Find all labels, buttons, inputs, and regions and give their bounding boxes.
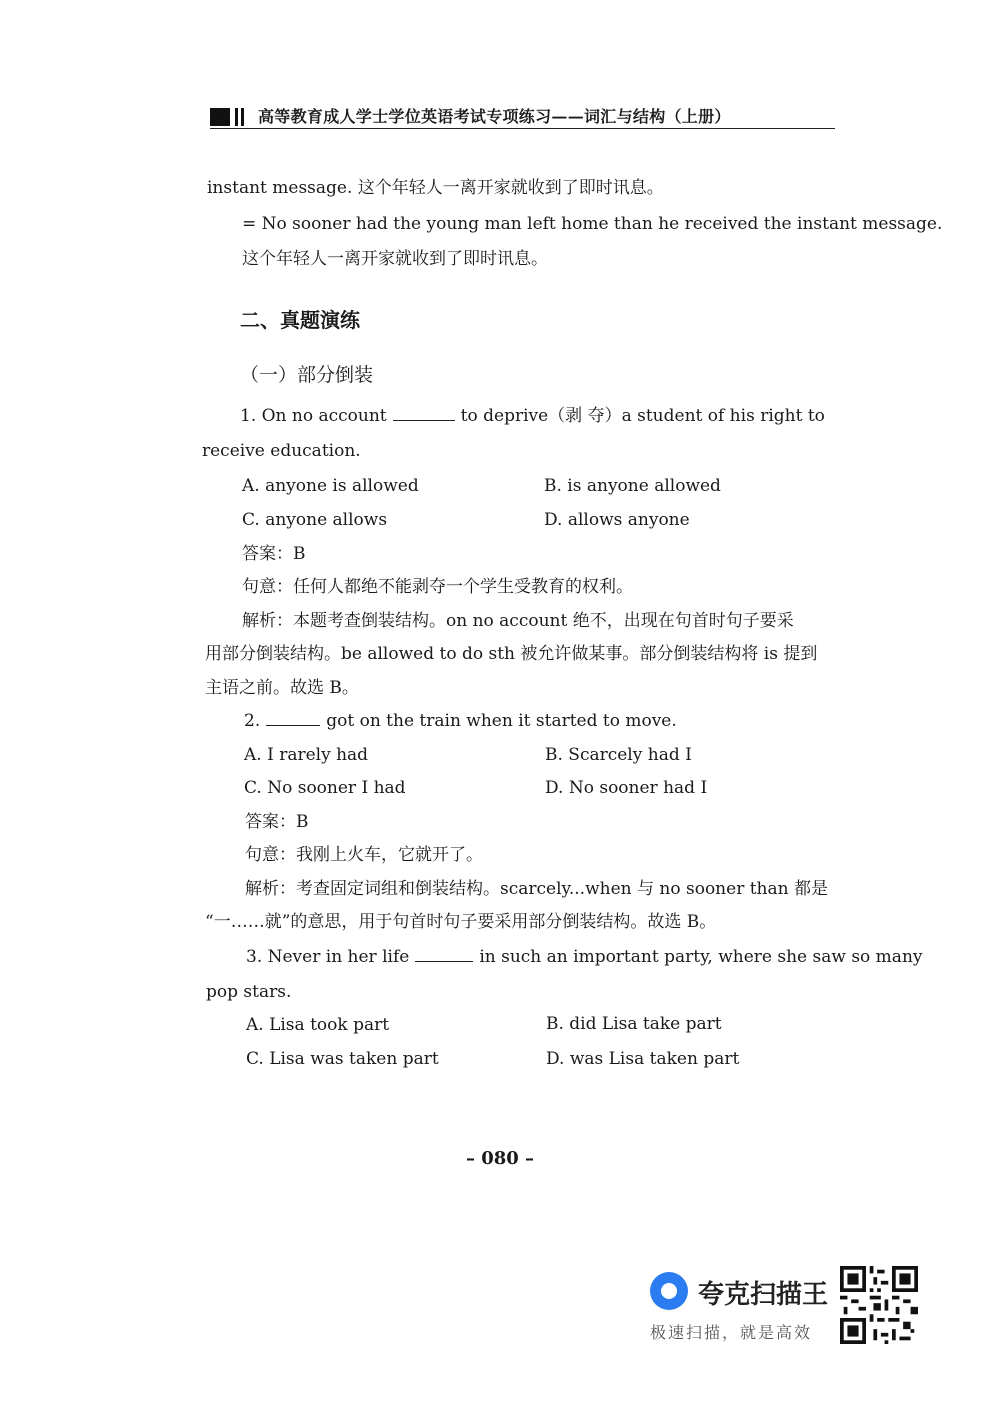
watermark-slogan: 极速扫描，就是高效 — [650, 1323, 813, 1342]
header-rule — [210, 128, 835, 129]
question-1 — [240, 404, 825, 428]
question-2-prefix: 2. — [244, 711, 261, 731]
q3-option-c: C. Lisa was taken part — [246, 1049, 439, 1069]
intro-line-1: instant message. 这个年轻人一离开家就收到了即时讯息。 — [207, 178, 664, 198]
q2-option-d: D. No sooner had I — [545, 778, 708, 798]
question-1-prefix: 1. On no account — [240, 406, 387, 426]
section-title: 二、真题演练 — [240, 308, 360, 332]
answer-blank — [393, 406, 455, 421]
q1-analysis-line-1: 解析：本题考查倒装结构。on no account 绝不，出现在句首时句子要采 — [242, 611, 794, 631]
q1-option-c: C. anyone allows — [242, 510, 388, 530]
question-3-prefix: 3. Never in her life — [246, 947, 410, 967]
scanner-logo-icon — [650, 1272, 688, 1310]
question-1-continuation: receive education. — [202, 441, 361, 461]
q2-analysis-line-2: “一……就”的意思，用于句首时句子要采用部分倒装结构。故选 B。 — [205, 912, 717, 932]
q3-option-a: A. Lisa took part — [246, 1015, 390, 1035]
q2-option-a: A. I rarely had — [244, 745, 369, 765]
intro-line-3: 这个年轻人一离开家就收到了即时讯息。 — [242, 249, 548, 269]
q1-option-a: A. anyone is allowed — [242, 476, 419, 496]
subsection-title: （一）部分倒装 — [240, 364, 374, 386]
q1-option-d: D. allows anyone — [544, 510, 690, 530]
q1-analysis-line-2: 用部分倒装结构。be allowed to do sth 被允许做某事。部分倒装结构将 is 提到 — [205, 644, 818, 664]
q2-option-c: C. No sooner I had — [244, 778, 406, 798]
header-bar-mark — [241, 108, 244, 126]
q2-meaning: 句意：我刚上火车，它就开了。 — [245, 845, 483, 865]
q2-analysis-line-1: 解析：考查固定词组和倒装结构。scarcely...when 与 no sooner than 都是 — [245, 879, 828, 899]
page-number: – 080 – — [465, 1148, 535, 1169]
watermark-title: 夸克扫描王 — [698, 1280, 829, 1310]
intro-line-2: = No sooner had the young man left home than he received the instant message. — [242, 214, 943, 234]
question-2-suffix: got on the train when it started to move. — [326, 711, 677, 731]
scanner-watermark — [648, 1268, 928, 1348]
header-bar-mark — [235, 108, 238, 126]
answer-blank — [266, 711, 320, 726]
q1-option-b: B. is anyone allowed — [544, 476, 721, 496]
q1-answer: 答案：B — [242, 544, 306, 564]
header-block-mark — [210, 108, 230, 126]
question-3-continuation: pop stars. — [206, 982, 292, 1002]
question-3 — [246, 945, 923, 969]
q2-option-b: B. Scarcely had I — [545, 745, 692, 765]
q3-option-b: B. did Lisa take part — [546, 1014, 722, 1034]
header-title: 高等教育成人学士学位英语考试专项练习——词汇与结构（上册） — [258, 107, 731, 126]
q1-analysis-line-3: 主语之前。故选 B。 — [205, 678, 359, 698]
qr-code-icon — [838, 1266, 920, 1344]
answer-blank — [415, 947, 473, 962]
q2-answer: 答案：B — [245, 812, 309, 832]
q3-option-d: D. was Lisa taken part — [546, 1049, 740, 1069]
question-1-suffix: to deprive（剥 夺）a student of his right to — [460, 406, 825, 426]
question-3-suffix: in such an important party, where she saw so many — [479, 947, 923, 967]
question-2 — [244, 709, 677, 733]
q1-meaning: 句意：任何人都绝不能剥夺一个学生受教育的权利。 — [242, 577, 633, 597]
